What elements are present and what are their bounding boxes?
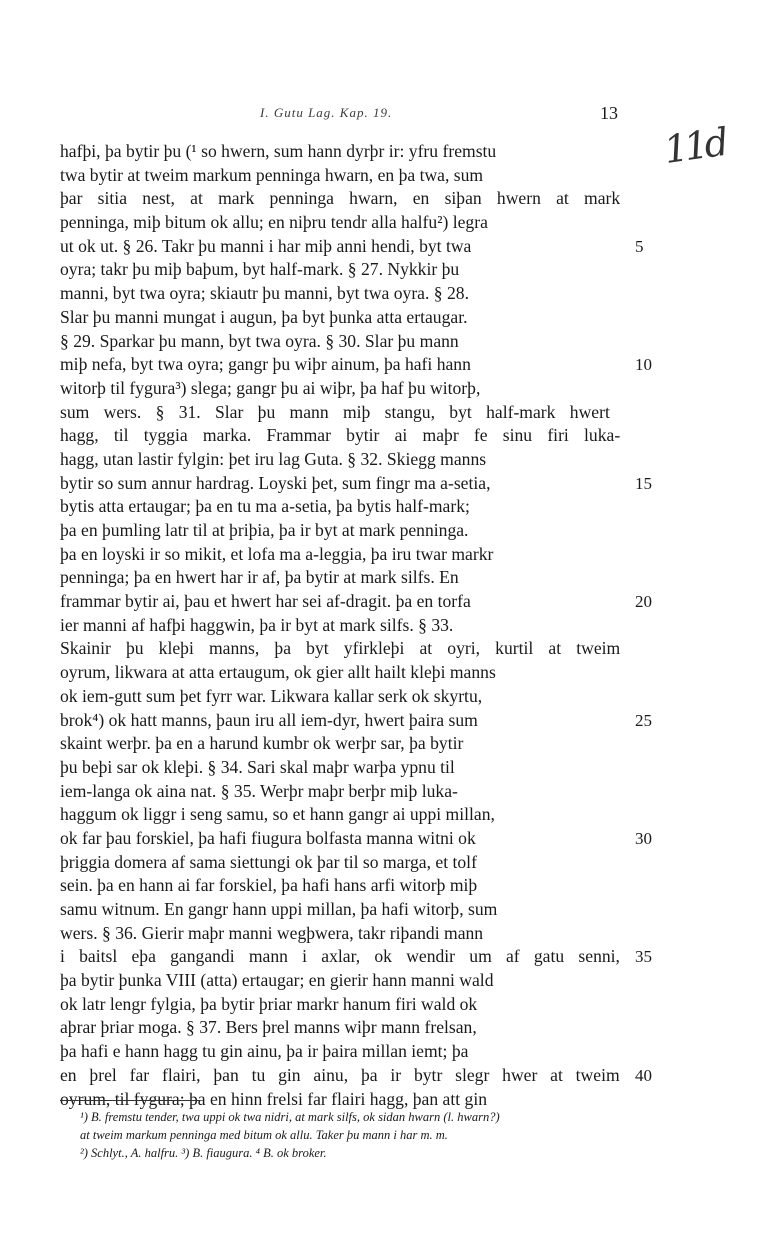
line-text: þu beþi sar ok kleþi. § 34. Sari skal maþr warþa ypnu til <box>60 756 455 777</box>
line-text: samu witnum. En gangr hann uppi millan, þa hafi witorþ, sum <box>60 899 498 919</box>
line-text: Skainir þu kleþi manns, þa byt yfirkleþi at oyri, kurtil at tweim <box>60 638 621 659</box>
footnote-rule <box>60 1100 200 1101</box>
text-line <box>60 732 622 756</box>
line-text: þar sitia nest, at mark penninga hwarn, en siþan hwern at mark <box>60 188 621 209</box>
text-line <box>60 187 622 211</box>
line-text: sum wers. § 31. Slar þu mann miþ stangu, byt half-mark hwert <box>60 401 610 422</box>
text-line <box>60 780 622 804</box>
text-line <box>60 874 622 898</box>
text-line <box>60 922 622 946</box>
line-text: ok latr lengr fylgia, þa bytir þriar markr hanum firi wald ok <box>60 993 478 1014</box>
line-text: ok iem-gutt sum þet fyrr war. Likwara kallar serk ok skyrtu, <box>60 685 483 706</box>
text-line <box>60 235 644 259</box>
text-line <box>60 543 622 567</box>
text-line <box>60 566 622 590</box>
line-number: 15 <box>635 473 652 493</box>
line-text: hagg, utan lastir fylgin: þet iru lag Guta. § 32. Skiegg manns <box>60 448 487 469</box>
line-text: miþ nefa, byt twa oyra; gangr þu wiþr ainum, þa hafi hann <box>60 354 471 375</box>
line-text: bytir so sum annur hardrag. Loyski þet, sum fingr ma a-setia, <box>60 472 491 493</box>
text-line <box>60 945 652 969</box>
line-text: oyrum, til fygura; þa en hinn frelsi far flairi hagg, þan att gin <box>60 1088 488 1109</box>
line-number: 10 <box>635 355 652 375</box>
text-line <box>60 377 622 401</box>
line-text: en þrel far flairi, þan tu gin ainu, þa ir bytr slegr hwer at tweim <box>60 1064 620 1085</box>
line-text: þa en þumling latr til at þriþia, þa ir byt at mark penninga. <box>60 520 469 540</box>
line-number: 30 <box>635 828 652 848</box>
text-line <box>60 590 652 614</box>
text-line <box>60 851 622 875</box>
footnote-line: ¹) B. fremstu tender, twa uppi ok twa nidri, at mark silfs, ok sidan hwarn (l. hwarn?) <box>80 1110 500 1124</box>
line-text: oyrum, likwara at atta ertaugum, ok gier allt hailt kleþi manns <box>60 662 496 683</box>
line-text: ut ok ut. § 26. Takr þu manni i har miþ anni hendi, byt twa <box>60 235 472 256</box>
line-text: þriggia domera af sama siettungi ok þar til so marga, et tolf <box>60 851 477 872</box>
text-line <box>60 685 622 709</box>
text-line <box>60 495 622 519</box>
text-line <box>60 756 622 780</box>
running-head <box>60 103 620 127</box>
text-line <box>60 1064 652 1088</box>
text-line <box>60 827 652 851</box>
line-text: þa bytir þunka VIII (atta) ertaugar; en gierir hann manni wald <box>60 970 494 991</box>
line-text: twa bytir at tweim markum penninga hwarn, en þa twa, sum <box>60 164 484 185</box>
text-line <box>60 614 622 638</box>
line-text: manni, byt twa oyra; skiautr þu manni, byt twa oyra. § 28. <box>60 283 469 304</box>
text-line <box>60 661 622 685</box>
line-text: wers. § 36. Gierir maþr manni wegþwera, takr riþandi mann <box>60 922 484 943</box>
line-number: 5 <box>635 236 644 256</box>
line-text: bytis atta ertaugar; þa en tu ma a-setia, þa bytis half-mark; <box>60 496 470 517</box>
line-text: Slar þu manni mungat i augun, þa byt þunka atta ertaugar. <box>60 306 468 327</box>
line-text: ier manni af hafþi haggwin, þa ir byt at mark silfs. § 33. <box>60 614 454 635</box>
line-text: oyra; takr þu miþ baþum, byt half-mark. § 27. Nykkir þu <box>60 259 460 280</box>
text-line <box>60 282 622 306</box>
text-line <box>60 401 622 425</box>
text-line <box>60 519 622 543</box>
line-text: ok far þau forskiel, þa hafi fiugura bolfasta manna witni ok <box>60 827 476 848</box>
text-line <box>60 448 622 472</box>
line-number: 35 <box>635 947 652 967</box>
text-line <box>60 637 622 661</box>
line-text: iem-langa ok aina nat. § 35. Werþr maþr berþr miþ luka- <box>60 780 458 801</box>
body-text <box>60 140 652 1111</box>
line-number: 20 <box>635 592 652 612</box>
text-line <box>60 993 622 1017</box>
line-text: þa hafi e hann hagg tu gin ainu, þa ir þaira millan iemt; þa <box>60 1041 469 1062</box>
line-text: hafþi, þa bytir þu (¹ so hwern, sum hann dyrþr ir: yfru fremstu <box>60 141 497 161</box>
line-text: witorþ til fygura³) slega; gangr þu ai wiþr, þa haf þu witorþ, <box>60 377 481 398</box>
footnote-line: ²) Schlyt., A. halfru. ³) B. fiaugura. ⁴ B. ok broker. <box>80 1146 327 1160</box>
text-line <box>60 424 622 448</box>
line-number: 25 <box>635 710 652 730</box>
line-text: penninga; þa en hwert har ir af, þa bytir at mark silfs. En <box>60 567 459 588</box>
text-line <box>60 1016 622 1040</box>
handwritten-margin-note: 11d <box>661 119 728 173</box>
line-text: haggum ok liggr i seng samu, so et hann gangr ai uppi millan, <box>60 804 495 825</box>
text-line <box>60 258 622 282</box>
line-text: brok⁴) ok hatt manns, þaun iru all iem-dyr, hwert þaira sum <box>60 709 478 730</box>
line-text: § 29. Sparkar þu mann, byt twa oyra. § 30. Slar þu mann <box>60 330 459 351</box>
text-line <box>60 1040 622 1064</box>
line-text: þa en loyski ir so mikit, et lofa ma a-leggia, þa iru twar markr <box>60 543 494 564</box>
line-text: sein. þa en hann ai far forskiel, þa hafi hans arfi witorþ miþ <box>60 875 478 896</box>
text-line <box>60 803 622 827</box>
line-text: hagg, til tyggia marka. Frammar bytir ai maþr fe sinu firi luka- <box>60 425 621 446</box>
text-line <box>60 306 622 330</box>
text-line <box>60 472 652 496</box>
line-text: aþrar þriar moga. § 37. Bers þrel manns wiþr mann frelsan, <box>60 1017 477 1038</box>
text-line <box>60 330 622 354</box>
line-text: penninga, miþ bitum ok allu; en niþru tendr alla halfu²) legra <box>60 212 488 233</box>
footnote-line: at tweim markum penninga med bitum ok allu. Taker þu mann i har m. m. <box>80 1128 448 1142</box>
line-number: 40 <box>635 1065 652 1085</box>
page-number: 13 <box>600 103 618 123</box>
text-line <box>60 709 652 733</box>
footnotes <box>80 1108 640 1162</box>
line-text: frammar bytir ai, þau et hwert har sei af-dragit. þa en torfa <box>60 591 471 612</box>
text-line <box>60 898 622 922</box>
text-line <box>60 164 622 188</box>
line-text: i baitsl eþa gangandi mann i axlar, ok wendir um af gatu senni, <box>60 946 620 967</box>
text-line <box>60 140 622 164</box>
running-title: I. Gutu Lag. Kap. 19. <box>260 105 393 120</box>
text-line <box>60 353 652 377</box>
text-line <box>60 211 622 235</box>
line-text: skaint werþr. þa en a harund kumbr ok werþr sar, þa bytir <box>60 733 464 754</box>
text-line <box>60 969 622 993</box>
